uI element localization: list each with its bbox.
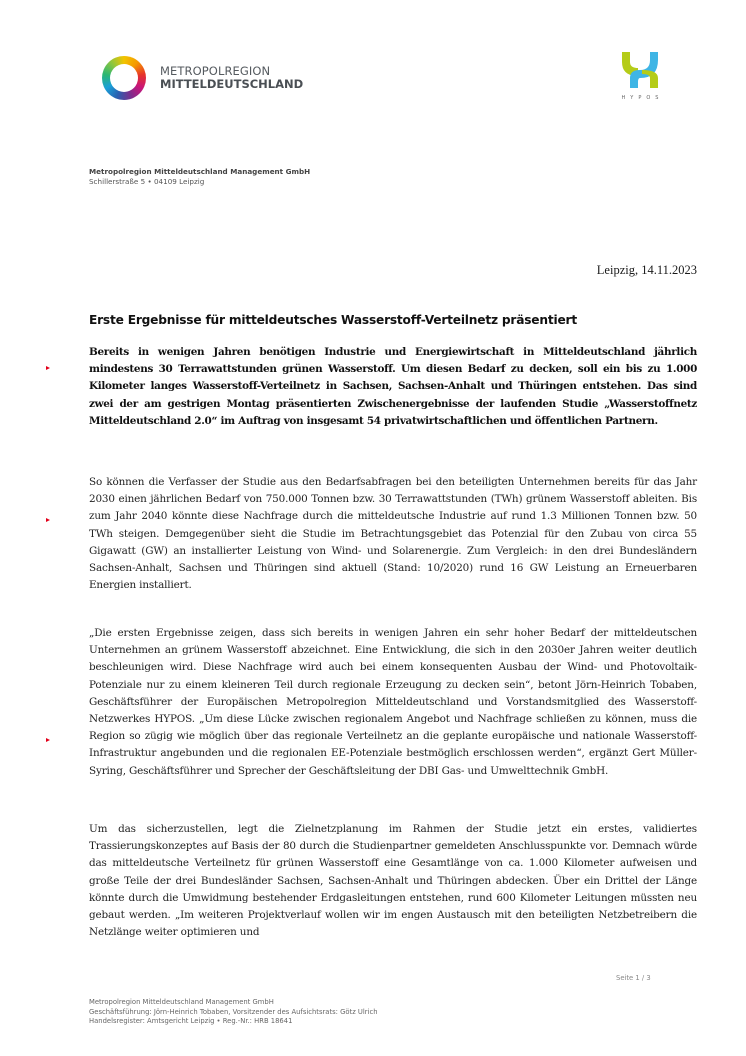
footer-management: Geschäftsführung: Jörn-Heinrich Tobaben, Vorsitzender des Aufsichtsrats: Götz Ulrich [89, 1007, 378, 1016]
body-paragraph: So können die Verfasser der Studie aus den Bedarfsabfragen bei den beteiligten Unternehmen bereits für das Jahr 2030 einen jährlichen Bedarf von 750.000 Tonnen bzw. 30 Terrawattstunden (TWh) grünem Wasserstoff ableiten. Bis zum Jahr 2040 könnte diese Nachfrage durch die mitteldeutsche Industrie auf rund 1.3 Millionen Tonnen bzw. 50 TWh steigen. Demgegenüber sieht die Studie im Betrachtungsgebiet das Potenzial für den Zubau von circa 55 Gigawatt (GW) an installierter Leistung von Wind- und Solarenergie. Zum Vergleich: in den drei Bundesländern Sachsen-Anhalt, Sachsen und Thüringen sind aktuell (Stand: 10/2020) rund 16 GW Leistung an Erneuerbaren Energien installiert. [89, 476, 697, 592]
sender-block [89, 167, 310, 187]
red-triangle-marker-icon [46, 738, 50, 742]
hypos-logo [614, 48, 666, 101]
hypos-logo-icon [618, 48, 662, 92]
rainbow-play-icon [102, 56, 146, 100]
footer-company: Metropolregion Mitteldeutschland Management GmbH [89, 998, 274, 1006]
metropolregion-logo [102, 56, 303, 100]
date-line: Leipzig, 14.11.2023 [596, 263, 697, 277]
footer-register: Handelsregister: Amtsgericht Leipzig • Reg.-Nr.: HRB 18641 [89, 1017, 293, 1026]
body-paragraph: Um das sicherzustellen, legt die Zielnetzplanung im Rahmen der Studie jetzt ein erstes, validiertes Trassierungskonzeptes auf Basis der 80 durch die Studienpartner gemeldeten Anschlusspunkte vor. Demnach würde das mitteldeutsche Verteilnetz für grünen Wasserstoff eine Gesamtlänge von ca. 1.000 Kilometer aufweisen und große Teile der drei Bundesländer Sachsen, Sachsen-Anhalt und Thüringen abdecken. Über ein Drittel der Länge könnte durch die Umwidmung bestehender Erdgasleitungen entstehen, rund 600 Kilometer Leitungen müssten neu gebaut werden. „Im weiteren Projektverlauf wollen wir im engen Austausch mit den beteiligten Netzbetreibern die Netzlänge weiter optimieren und [89, 823, 697, 939]
red-triangle-marker-icon [46, 518, 50, 522]
page-number: Seite 1 / 3 [616, 974, 651, 982]
footer [89, 998, 378, 1027]
body-paragraph: „Die ersten Ergebnisse zeigen, dass sich bereits in wenigen Jahren ein sehr hoher Bedarf der mitteldeutschen Unternehmen an grünem Wasserstoff abzeichnet. Eine Entwicklung, die sich in den 2030er Jahren weiter deutlich beschleunigen wird. Diese Nachfrage wird auch bei einem konsequenten Ausbau der Wind- und Photovoltaik-Potenziale nur zu einem kleineren Teil durch regionale Erzeugung zu decken sein“, betont Jörn-Heinrich Tobaben, Geschäftsführer der Europäischen Metropolregion Mitteldeutschland und Vorstandsmitglied des Wasserstoff-Netzwerkes HYPOS. „Um diese Lücke zwischen regionalem Angebot und Nachfrage schließen zu können, muss die Region so zügig wie möglich über das regionale Verteilnetz an die geplante europäische und nationale Wasserstoff-Infrastruktur angebunden und die regionalen EE-Potenziale bestmöglich erschlossen werden“, ergänzt Gert Müller-Syring, Geschäftsführer und Sprecher der Geschäftsleitung der DBI Gas- und Umwelttechnik GmbH. [89, 627, 697, 777]
sender-address: Schillerstraße 5 • 04109 Leipzig [89, 177, 205, 186]
hypos-caption: HYPOS [621, 95, 664, 101]
logo-line-2: MITTELDEUTSCHLAND [160, 77, 304, 91]
logo-line-1: METROPOLREGION [160, 64, 271, 78]
lead-paragraph: Bereits in wenigen Jahren benötigen Industrie und Energiewirtschaft in Mitteldeutschland jährlich mindestens 30 Terrawattstunden grünen Wasserstoff. Um diesen Bedarf zu decken, soll ein bis zu 1.000 Kilometer langes Wasserstoff-Verteilnetz in Sachsen, Sachsen-Anhalt und Thüringen entstehen. Das sind zwei der am gestrigen Montag präsentierten Zwischenergebnisse der laufenden Studie „Wasserstoffnetz Mitteldeutschland 2.0“ im Auftrag von insgesamt 54 privatwirtschaftlichen und öffentlichen Partnern. [89, 346, 697, 427]
red-triangle-marker-icon [46, 366, 50, 370]
headline: Erste Ergebnisse für mitteldeutsches Wasserstoff-Verteilnetz präsentiert [89, 313, 577, 327]
sender-name: Metropolregion Mitteldeutschland Management GmbH [89, 167, 311, 176]
